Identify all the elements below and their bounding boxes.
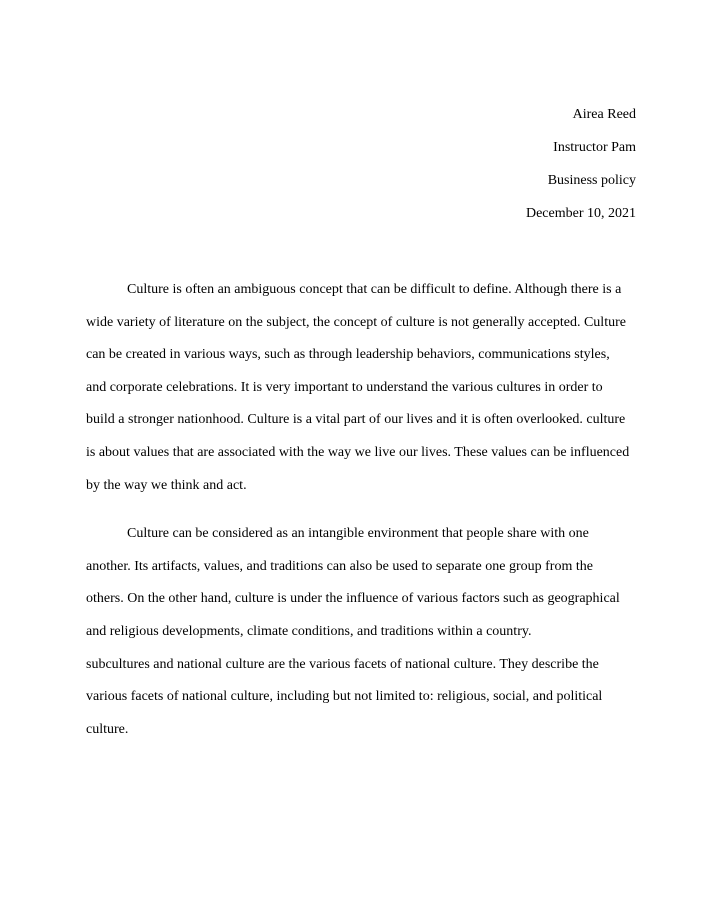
paragraph-line: build a stronger nationhood. Culture is a vital part of our lives and it is often overlooked. culture <box>86 412 626 428</box>
paragraph-line: can be created in various ways, such as through leadership behaviors, communications styles, <box>86 347 610 363</box>
instructor-name: Instructor Pam <box>553 140 636 155</box>
paragraph-1 <box>86 274 638 502</box>
paragraph-line: and corporate celebrations. It is very important to understand the various cultures in order to <box>86 379 603 395</box>
document-body <box>86 274 638 746</box>
paragraph-line: others. On the other hand, culture is under the influence of various factors such as geographical <box>86 591 620 607</box>
paragraph-line: and religious developments, climate conditions, and traditions within a country. <box>86 623 532 639</box>
document-date: December 10, 2021 <box>525 206 636 221</box>
paragraph-line: various facets of national culture, including but not limited to: religious, social, and political <box>86 689 603 705</box>
paragraph-line: subcultures and national culture are the various facets of national culture. They describe the <box>86 656 599 672</box>
paragraph-2 <box>86 518 638 746</box>
course-name: Business policy <box>547 173 636 188</box>
author-name: Airea Reed <box>572 107 636 122</box>
paragraph-line: is about values that are associated with the way we live our lives. These values can be influenced <box>86 444 630 460</box>
paragraph-line: wide variety of literature on the subject, the concept of culture is not generally accepted. Culture <box>86 314 626 330</box>
paragraph-line: by the way we think and act. <box>86 477 247 493</box>
paragraph-line: Culture is often an ambiguous concept that can be difficult to define. Although there is a <box>127 282 622 297</box>
paragraph-line: culture. <box>86 721 129 737</box>
paragraph-line: Culture can be considered as an intangible environment that people share with one <box>127 526 589 542</box>
document-header <box>526 98 636 230</box>
paragraph-spacing <box>86 502 638 518</box>
paragraph-line: another. Its artifacts, values, and traditions can also be used to separate one group from the <box>86 558 593 574</box>
